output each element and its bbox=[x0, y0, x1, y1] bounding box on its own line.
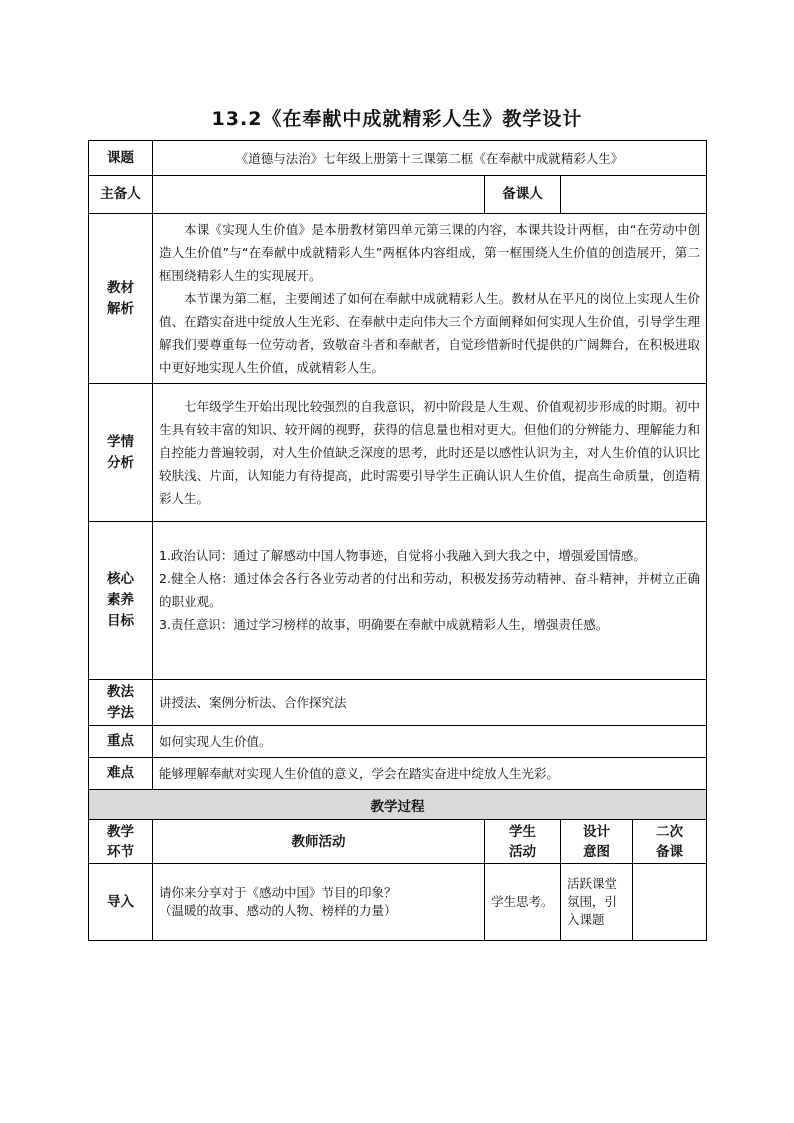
core-row bbox=[89, 522, 707, 680]
core-goal-item: 3.责任意识：通过学习榜样的故事，明确要在奉献中成就精彩人生，增强责任感。 bbox=[159, 617, 609, 632]
intro-teacher-activity: 请你来分享对于《感动中国》节目的印象？ （温暖的故事、感动的人物、榜样的力量） bbox=[153, 864, 485, 941]
textbook-paragraph: 本课《实现人生价值》是本册教材第四单元第三课的内容，本课共设计两框，由“在劳动中创造人生价值”与“在奉献中成就精彩人生”两框体内容组成，第一框围绕人生价值的创造展开，第二框围绕精彩人生的实现展开。 bbox=[159, 222, 700, 283]
core-goals bbox=[153, 522, 707, 680]
preparer-value bbox=[153, 176, 485, 214]
col-second: 二次 备课 bbox=[633, 820, 707, 864]
intro-stage: 导入 bbox=[89, 864, 153, 941]
lesson-plan-table bbox=[88, 140, 707, 941]
methods-value: 讲授法、案例分析法、合作探究法 bbox=[153, 680, 707, 726]
students-label: 学情 分析 bbox=[89, 384, 153, 522]
core-goal-item: 2.健全人格：通过体会各行各业劳动者的付出和劳动，积极发扬劳动精神、奋斗精神，并树立正确的职业观。 bbox=[159, 571, 700, 609]
preparer-row bbox=[89, 176, 707, 214]
methods-row bbox=[89, 680, 707, 726]
difficult-label: 难点 bbox=[89, 758, 153, 790]
process-header-row bbox=[89, 790, 707, 820]
textbook-row bbox=[89, 214, 707, 384]
textbook-paragraph: 本节课为第二框，主要阐述了如何在奉献中成就精彩人生。教材从在平凡的岗位上实现人生价值、在踏实奋进中绽放人生光彩、在奉献中走向伟大三个方面阐释如何实现人生价值，引导学生理解我们要尊重每一位劳动者，致敬奋斗者和奉献者，自觉珍惜新时代提供的广阔舞台，在积极进取中更好地实现人生价值，成就精彩人生。 bbox=[159, 291, 700, 375]
co-preparer-label: 备课人 bbox=[485, 176, 561, 214]
col-teacher: 教师活动 bbox=[153, 820, 485, 864]
intro-design-intent: 活跃课堂氛围，引入课题 bbox=[561, 864, 633, 941]
col-stage: 教学 环节 bbox=[89, 820, 153, 864]
process-header: 教学过程 bbox=[89, 790, 707, 820]
students-analysis bbox=[153, 384, 707, 522]
students-row bbox=[89, 384, 707, 522]
intro-second-prep bbox=[633, 864, 707, 941]
key-row bbox=[89, 726, 707, 758]
difficult-row bbox=[89, 758, 707, 790]
col-design: 设计 意图 bbox=[561, 820, 633, 864]
co-preparer-value bbox=[561, 176, 707, 214]
preparer-label: 主备人 bbox=[89, 176, 153, 214]
students-paragraph: 七年级学生开始出现比较强烈的自我意识，初中阶段是人生观、价值观初步形成的时期。初中生具有较丰富的知识、较开阔的视野，获得的信息量也相对更大。但他们的分辨能力、理解能力和自控能力普遍较弱，对人生价值缺乏深度的思考，此时还是以感性认识为主，对人生价值的认识比较肤浅、片面，认知能力有待提高，此时需要引导学生正确认识人生价值，提高生命质量，创造精彩人生。 bbox=[159, 399, 700, 506]
key-label: 重点 bbox=[89, 726, 153, 758]
col-student: 学生 活动 bbox=[485, 820, 561, 864]
course-label: 课题 bbox=[89, 141, 153, 176]
key-value: 如何实现人生价值。 bbox=[153, 726, 707, 758]
difficult-value: 能够理解奉献对实现人生价值的意义，学会在踏实奋进中绽放人生光彩。 bbox=[153, 758, 707, 790]
course-value: 《道德与法治》七年级上册第十三课第二框《在奉献中成就精彩人生》 bbox=[153, 141, 707, 176]
page-title: 13.2《在奉献中成就精彩人生》教学设计 bbox=[211, 108, 583, 130]
course-row bbox=[89, 141, 707, 176]
textbook-label: 教材 解析 bbox=[89, 214, 153, 384]
process-columns-row bbox=[89, 820, 707, 864]
intro-student-activity: 学生思考。 bbox=[485, 864, 561, 941]
methods-label: 教法 学法 bbox=[89, 680, 153, 726]
textbook-analysis bbox=[153, 214, 707, 384]
intro-row bbox=[89, 864, 707, 941]
core-label: 核心 素养 目标 bbox=[89, 522, 153, 680]
core-goal-item: 1.政治认同：通过了解感动中国人物事迹，自觉将小我融入到大我之中，增强爱国情感。 bbox=[159, 548, 646, 563]
